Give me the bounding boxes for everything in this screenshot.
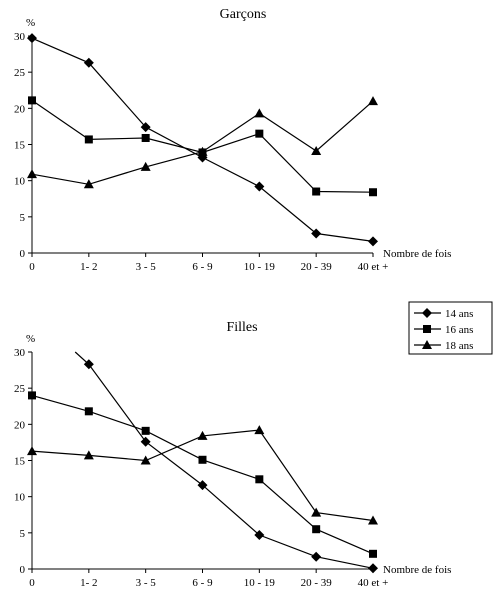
x-tick-label: 3 - 5 (135, 577, 156, 589)
series-line (32, 101, 373, 184)
x-tick-label: 0 (29, 261, 35, 273)
chart-garcons (14, 7, 451, 273)
x-tick-label: 10 - 19 (243, 261, 275, 273)
data-point (255, 130, 263, 138)
x-tick-label: 40 et + (357, 261, 389, 273)
x-tick-label: 6 - 9 (192, 577, 213, 589)
data-point (85, 135, 93, 143)
series-line (32, 430, 373, 520)
data-point (27, 33, 37, 43)
data-point (311, 508, 321, 517)
data-point (311, 552, 321, 562)
data-point (368, 563, 378, 573)
series-16-ans (28, 96, 377, 196)
y-tick-label: 30 (14, 31, 25, 43)
data-point (312, 525, 320, 533)
y-tick-label: 0 (19, 564, 25, 576)
data-point (28, 96, 36, 104)
data-point (85, 407, 93, 415)
data-point (141, 437, 151, 447)
x-axis-label: Nombre de fois (383, 248, 452, 260)
y-tick-label: 30 (14, 347, 25, 359)
data-point (254, 425, 264, 434)
x-axis-label: Nombre de fois (383, 564, 452, 576)
legend-label: 16 ans (445, 324, 474, 336)
y-tick-label: 15 (14, 139, 25, 152)
y-tick-label: 20 (14, 103, 25, 116)
series-14-ans (75, 352, 378, 573)
chart-title: Filles (226, 320, 258, 335)
data-point (27, 446, 37, 455)
y-axis-label: % (26, 17, 36, 29)
x-tick-label: 20 - 39 (300, 261, 332, 273)
x-tick-label: 20 - 39 (300, 577, 332, 589)
data-point (312, 188, 320, 196)
x-tick-label: 1- 2 (80, 577, 98, 589)
series-line (75, 352, 373, 568)
data-point (254, 108, 264, 117)
y-tick-label: 25 (14, 67, 25, 80)
data-point (368, 236, 378, 246)
x-tick-label: 6 - 9 (192, 261, 213, 273)
x-tick-label: 0 (29, 577, 35, 589)
y-tick-label: 5 (19, 527, 25, 540)
series-line (32, 38, 373, 241)
legend-label: 18 ans (445, 340, 474, 352)
data-point (199, 456, 207, 464)
y-tick-label: 0 (19, 248, 25, 260)
y-tick-label: 10 (14, 491, 25, 504)
legend-marker (423, 325, 431, 333)
legend (409, 302, 492, 354)
series-line (32, 395, 373, 553)
data-point (369, 550, 377, 558)
data-point (369, 188, 377, 196)
y-tick-label: 10 (14, 175, 25, 188)
y-tick-label: 20 (14, 419, 25, 432)
x-tick-label: 10 - 19 (243, 577, 275, 589)
y-tick-label: 5 (19, 211, 25, 224)
legend-label: 14 ans (445, 308, 474, 320)
series-18-ans (27, 425, 378, 524)
chart-title: Garçons (219, 7, 267, 22)
series-18-ans (27, 96, 378, 188)
data-point (142, 134, 150, 142)
x-tick-label: 1- 2 (80, 261, 98, 273)
y-tick-label: 15 (14, 455, 25, 468)
data-point (255, 475, 263, 483)
data-point (28, 391, 36, 399)
x-tick-label: 3 - 5 (135, 261, 156, 273)
chart-filles (14, 302, 492, 589)
series-16-ans (28, 391, 377, 557)
y-axis-label: % (26, 333, 36, 345)
y-tick-label: 25 (14, 383, 25, 396)
data-point (142, 427, 150, 435)
data-point (368, 96, 378, 105)
data-point (27, 169, 37, 178)
series-14-ans (27, 33, 378, 246)
x-tick-label: 40 et + (357, 577, 389, 589)
